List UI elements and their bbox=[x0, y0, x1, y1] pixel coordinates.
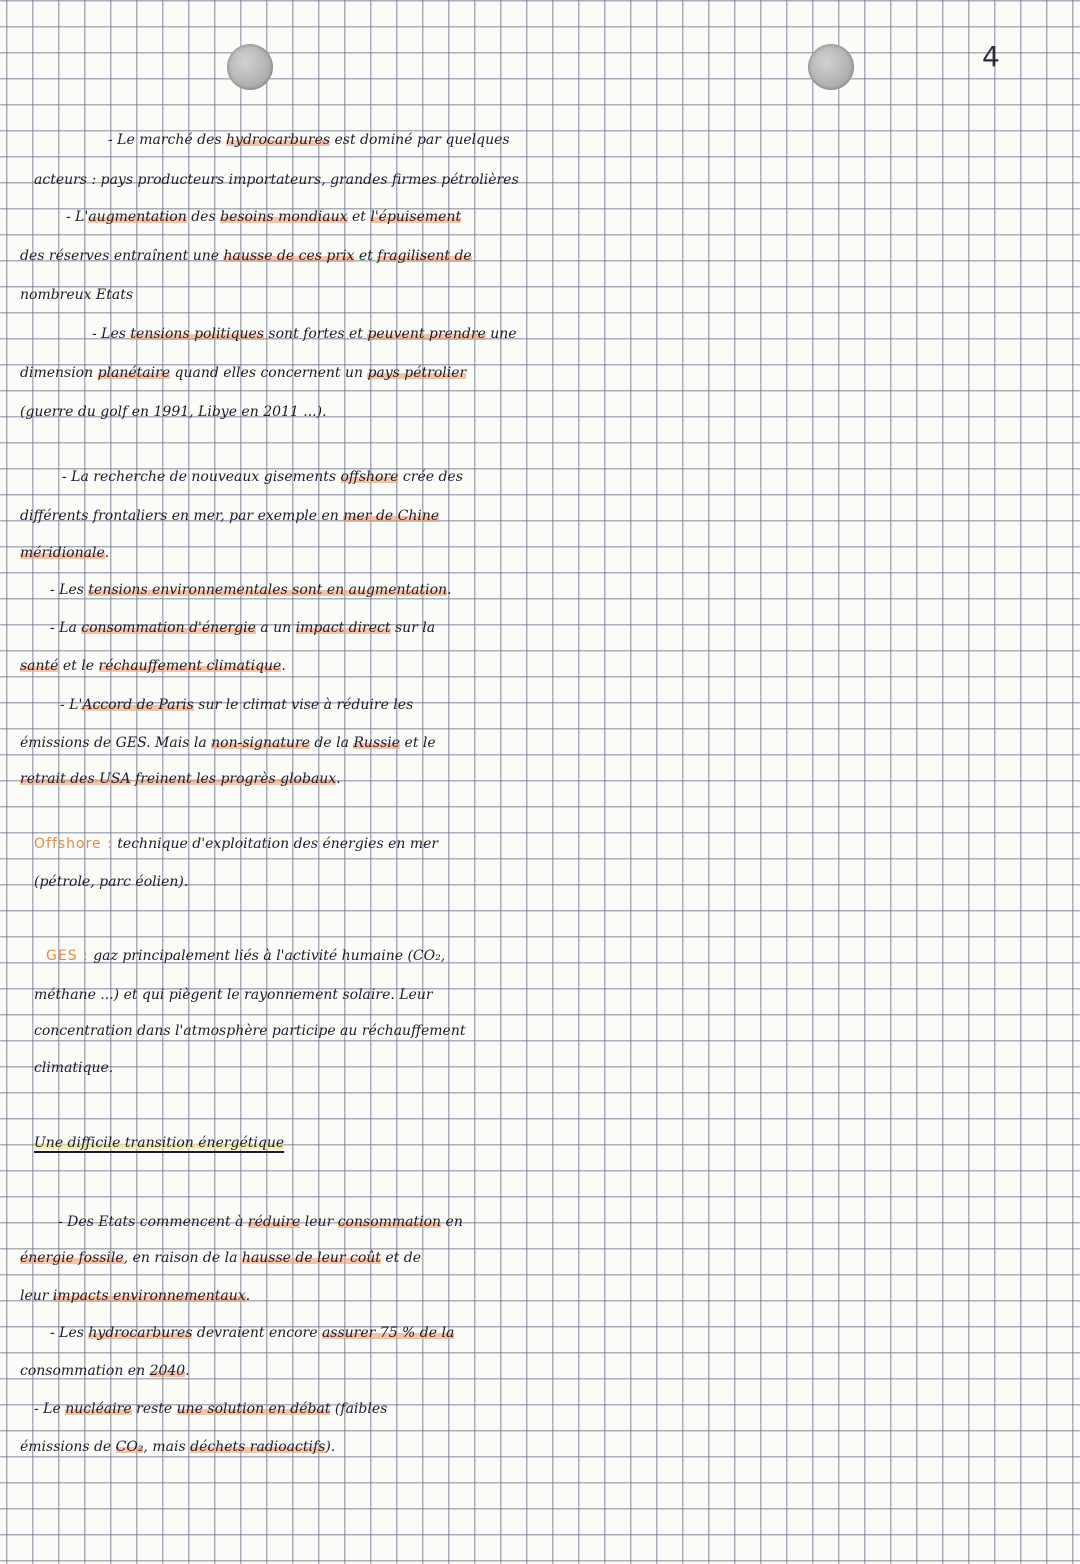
text-fragment: crée des bbox=[398, 469, 463, 485]
text-line bbox=[0, 240, 1080, 272]
text-fragment: - L' bbox=[60, 697, 83, 713]
text-fragment: concentration dans l'atmosphère participe au réchauffement bbox=[34, 1023, 466, 1039]
text-fragment: et de bbox=[380, 1250, 421, 1266]
highlighted-text: 2040 bbox=[149, 1363, 186, 1379]
text-line bbox=[0, 1015, 1080, 1047]
text-fragment: des bbox=[186, 209, 221, 225]
highlighted-text: Accord de Paris bbox=[82, 697, 194, 713]
text-fragment: climatique. bbox=[34, 1060, 114, 1076]
text-line bbox=[0, 318, 1080, 350]
text-fragment: consommation en bbox=[20, 1363, 150, 1379]
highlighted-text: impact direct bbox=[295, 620, 391, 636]
highlighted-text: hydrocarbures bbox=[226, 132, 331, 148]
text-fragment: quand elles concernent un bbox=[170, 365, 368, 381]
highlighted-text: tensions politiques bbox=[130, 326, 264, 342]
highlighted-text: réchauffement climatique bbox=[98, 658, 282, 674]
section-heading bbox=[0, 1127, 1080, 1159]
highlighted-text: réduire bbox=[247, 1214, 301, 1230]
highlighted-text: énergie fossile bbox=[20, 1250, 124, 1266]
highlighted-text: nucléaire bbox=[65, 1401, 132, 1417]
highlighted-text: santé bbox=[20, 658, 59, 674]
highlighted-text: tensions environnementales sont en augmentation bbox=[88, 582, 448, 598]
highlighted-text: hydrocarbures bbox=[88, 1325, 193, 1341]
text-line bbox=[0, 279, 1080, 311]
text-line bbox=[0, 357, 1080, 389]
text-line bbox=[0, 1052, 1080, 1084]
text-fragment: et bbox=[347, 209, 371, 225]
text-fragment: émissions de GES. Mais la bbox=[20, 735, 212, 751]
text-line bbox=[0, 1393, 1080, 1425]
text-fragment: est dominé par quelques bbox=[330, 132, 510, 148]
text-fragment: - Des Etats commencent à bbox=[58, 1214, 248, 1230]
text-line bbox=[0, 612, 1080, 644]
text-line bbox=[0, 537, 1080, 569]
text-line bbox=[0, 763, 1080, 795]
highlighted-text: non-signature bbox=[211, 735, 310, 751]
text-fragment: , mais bbox=[143, 1439, 191, 1455]
text-fragment: - L' bbox=[66, 209, 89, 225]
text-fragment: dimension bbox=[20, 365, 98, 381]
text-fragment: technique d'exploitation des énergies en mer bbox=[112, 836, 439, 852]
text-line bbox=[0, 461, 1080, 493]
text-fragment: gaz principalement liés à l'activité humaine (CO₂, bbox=[88, 948, 446, 964]
text-fragment: reste bbox=[131, 1401, 177, 1417]
text-line bbox=[0, 866, 1080, 898]
text-fragment: une bbox=[485, 326, 517, 342]
text-fragment: - Les bbox=[92, 326, 131, 342]
text-fragment: (faibles bbox=[330, 1401, 388, 1417]
text-line bbox=[0, 650, 1080, 682]
highlighted-text: une solution en débat bbox=[176, 1401, 331, 1417]
heading-text: Une difficile transition énergétique bbox=[34, 1135, 285, 1151]
text-line bbox=[0, 1280, 1080, 1312]
highlighted-text: consommation bbox=[337, 1214, 442, 1230]
definition-term: GES : bbox=[46, 948, 89, 964]
highlighted-text: assurer 75 % de la bbox=[321, 1325, 455, 1341]
highlighted-text: déchets radioactifs bbox=[190, 1439, 326, 1455]
text-fragment: sur le climat vise à réduire les bbox=[193, 697, 414, 713]
text-fragment: , en raison de la bbox=[123, 1250, 242, 1266]
text-fragment: . bbox=[281, 658, 286, 674]
highlighted-text: augmentation bbox=[88, 209, 187, 225]
text-fragment: - La bbox=[50, 620, 82, 636]
text-fragment: (guerre du golf en 1991, Libye en 2011 ...). bbox=[20, 404, 327, 420]
text-fragment: . bbox=[336, 771, 341, 787]
highlighted-text: consommation d'énergie bbox=[81, 620, 256, 636]
highlighted-text: planétaire bbox=[97, 365, 171, 381]
definition-offshore bbox=[0, 828, 1080, 860]
highlighted-text: peuvent prendre bbox=[367, 326, 486, 342]
text-fragment: des réserves entraînent une bbox=[20, 248, 224, 264]
page-number: 4 bbox=[982, 40, 1000, 73]
highlighted-text: hausse de leur coût bbox=[241, 1250, 381, 1266]
highlighted-text: retrait des USA bbox=[20, 771, 131, 787]
highlighted-text: hausse de ces prix bbox=[223, 248, 355, 264]
text-fragment: ). bbox=[325, 1439, 336, 1455]
definition-ges bbox=[0, 940, 1080, 972]
highlighted-text: CO₂ bbox=[115, 1439, 144, 1455]
binder-hole-left bbox=[227, 44, 273, 90]
text-fragment: et le bbox=[400, 735, 436, 751]
highlighted-text: offshore bbox=[340, 469, 399, 485]
text-line bbox=[0, 689, 1080, 721]
text-fragment: - Le marché des bbox=[108, 132, 227, 148]
text-line bbox=[0, 1242, 1080, 1274]
highlighted-text: Russie bbox=[353, 735, 401, 751]
text-fragment: leur bbox=[300, 1214, 338, 1230]
text-line bbox=[0, 979, 1080, 1011]
text-fragment: émissions de bbox=[20, 1439, 116, 1455]
highlighted-text: besoins mondiaux bbox=[220, 209, 348, 225]
text-fragment: nombreux Etats bbox=[20, 287, 134, 303]
binder-hole-right bbox=[808, 44, 854, 90]
highlighted-text: mer de Chine bbox=[343, 508, 440, 524]
highlighted-text: méridionale bbox=[20, 545, 105, 561]
text-line bbox=[0, 1317, 1080, 1349]
text-line bbox=[0, 574, 1080, 606]
text-fragment: - Les bbox=[50, 582, 89, 598]
text-fragment: a un bbox=[255, 620, 296, 636]
text-fragment: . bbox=[245, 1288, 251, 1304]
definition-term: Offshore : bbox=[34, 836, 113, 852]
text-fragment: leur bbox=[20, 1288, 53, 1304]
text-fragment: . bbox=[447, 582, 452, 598]
text-fragment: différents frontaliers en mer, par exemple en bbox=[20, 508, 344, 524]
text-line bbox=[0, 500, 1080, 532]
text-fragment: et le bbox=[58, 658, 99, 674]
text-fragment: acteurs : pays producteurs importateurs, grandes firmes pétrolières bbox=[34, 172, 519, 188]
text-line bbox=[0, 727, 1080, 759]
text-fragment: sur la bbox=[390, 620, 436, 636]
text-fragment: devraient encore bbox=[192, 1325, 322, 1341]
text-fragment: . bbox=[185, 1363, 190, 1379]
text-line bbox=[0, 1355, 1080, 1387]
text-line bbox=[0, 1431, 1080, 1463]
highlighted-text: l'épuisement bbox=[370, 209, 462, 225]
highlighted-text: impacts environnementaux bbox=[52, 1288, 246, 1304]
text-fragment: - Le bbox=[34, 1401, 66, 1417]
text-fragment: - Les bbox=[50, 1325, 89, 1341]
text-fragment: - La recherche de nouveaux gisements bbox=[62, 469, 341, 485]
text-fragment: sont fortes et bbox=[263, 326, 368, 342]
text-fragment: (pétrole, parc éolien). bbox=[34, 874, 189, 890]
text-line bbox=[0, 164, 1080, 196]
highlighted-text: fragilisent de bbox=[377, 248, 472, 264]
text-line bbox=[0, 1206, 1080, 1238]
text-line bbox=[0, 396, 1080, 428]
text-line bbox=[0, 124, 1080, 156]
text-fragment: . bbox=[104, 545, 110, 561]
text-fragment: de la bbox=[309, 735, 354, 751]
text-line bbox=[0, 201, 1080, 233]
text-fragment: méthane ...) et qui piègent le rayonnement solaire. Leur bbox=[34, 987, 433, 1003]
text-fragment: et bbox=[354, 248, 378, 264]
text-fragment: en bbox=[441, 1214, 463, 1230]
highlighted-text: pays pétrolier bbox=[367, 365, 467, 381]
highlighted-text: freinent les progrès globaux bbox=[135, 771, 337, 787]
